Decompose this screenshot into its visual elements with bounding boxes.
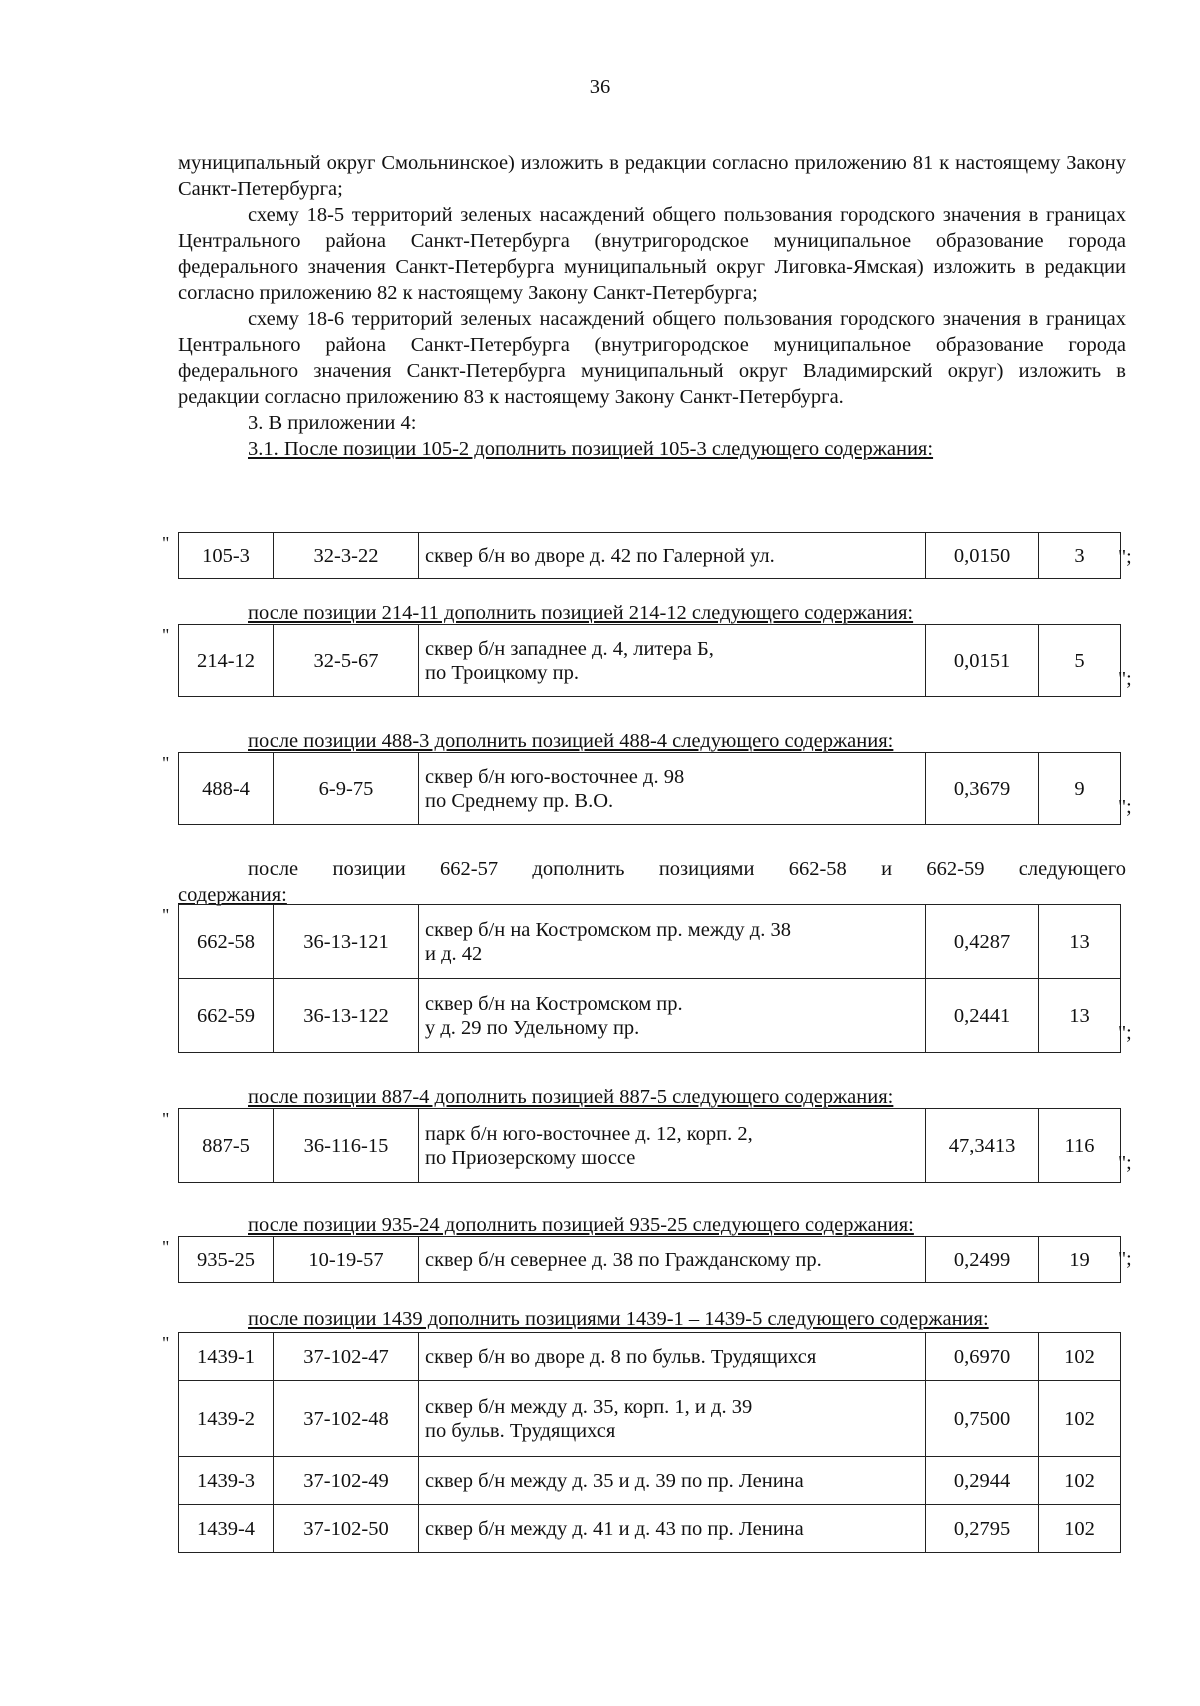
paragraph-3: схему 18-6 территорий зеленых насаждений общего пользования городского значения в границах Центрального района Санкт-Петербурга (внутригородское муниципальное образование города федерального значения Санкт-Петербурга муниципальный округ Владимирский округ) изложить в редакции согласно приложению 83 к настоящему Закону Санкт-Петербурга. (178, 308, 1126, 408)
amendment-table-1 (162, 532, 1132, 579)
table-row (179, 905, 1121, 979)
positions-table (178, 1236, 1121, 1283)
cell-number: 13 (1039, 905, 1121, 979)
body-text (178, 150, 1126, 462)
cell-number: 102 (1039, 1381, 1121, 1457)
table-row (179, 1505, 1121, 1553)
table-row (179, 979, 1121, 1053)
positions-table (178, 624, 1121, 697)
cell-description: сквер б/н на Костромском пр. у д. 29 по Удельному пр. (419, 979, 926, 1053)
cell-area: 0,2441 (926, 979, 1039, 1053)
paragraph-5: 3.1. После позиции 105-2 дополнить позицией 105-3 следующего содержания: (248, 438, 934, 460)
positions-table (178, 1332, 1121, 1553)
cell-code: 37-102-50 (274, 1505, 419, 1553)
cell-description: сквер б/н во дворе д. 8 по бульв. Трудящихся (419, 1333, 926, 1381)
cell-description: сквер б/н на Костромском пр. между д. 38 и д. 42 (419, 905, 926, 979)
cell-number: 5 (1039, 625, 1121, 697)
cell-number: 102 (1039, 1505, 1121, 1553)
cell-description: сквер б/н юго-восточнее д. 98 по Среднему пр. В.О. (419, 753, 926, 825)
table-row (179, 1109, 1121, 1183)
cell-description: сквер б/н между д. 35 и д. 39 по пр. Ленина (419, 1457, 926, 1505)
paragraph-4: 3. В приложении 4: (248, 412, 417, 434)
table-row (179, 1237, 1121, 1283)
cell-code: 36-13-121 (274, 905, 419, 979)
cell-code: 32-3-22 (274, 533, 419, 579)
cell-area: 0,3679 (926, 753, 1039, 825)
close-quote: "; (1118, 1022, 1132, 1044)
cell-code: 6-9-75 (274, 753, 419, 825)
cell-area: 0,7500 (926, 1381, 1039, 1457)
cell-position: 1439-3 (179, 1457, 274, 1505)
cell-area: 0,0150 (926, 533, 1039, 579)
cell-area: 0,2944 (926, 1457, 1039, 1505)
cell-area: 0,2499 (926, 1237, 1039, 1283)
close-quote: "; (1118, 668, 1132, 690)
table-row (179, 1333, 1121, 1381)
open-quote: " (162, 1237, 170, 1257)
positions-table (178, 752, 1121, 825)
cell-code: 36-13-122 (274, 979, 419, 1053)
cell-area: 0,0151 (926, 625, 1039, 697)
cell-code: 10-19-57 (274, 1237, 419, 1283)
section-6-intro: после позиции 935-24 дополнить позицией 935-25 следующего содержания: (248, 1214, 914, 1236)
cell-code: 37-102-48 (274, 1381, 419, 1457)
positions-table (178, 1108, 1121, 1183)
close-quote: "; (1118, 1248, 1132, 1270)
cell-position: 935-25 (179, 1237, 274, 1283)
positions-table (178, 904, 1121, 1053)
cell-number: 19 (1039, 1237, 1121, 1283)
amendment-table-7 (162, 1332, 1126, 1553)
section-4-intro: после позиции 662-57 дополнить позициями 662-58 и 662-59 следующего содержания: (178, 858, 1126, 906)
cell-number: 3 (1039, 533, 1121, 579)
close-quote: "; (1118, 546, 1132, 568)
cell-position: 105-3 (179, 533, 274, 579)
amendment-table-2 (162, 624, 1132, 697)
section-3-intro: после позиции 488-3 дополнить позицией 488-4 следующего содержания: (248, 730, 894, 752)
cell-position: 1439-1 (179, 1333, 274, 1381)
cell-description: сквер б/н севернее д. 38 по Гражданскому пр. (419, 1237, 926, 1283)
amendment-table-5 (162, 1108, 1132, 1183)
cell-position: 1439-2 (179, 1381, 274, 1457)
table-row (179, 533, 1121, 579)
section-7-intro: после позиции 1439 дополнить позициями 1439-1 – 1439-5 следующего содержания: (248, 1308, 989, 1330)
cell-position: 662-59 (179, 979, 274, 1053)
cell-area: 0,4287 (926, 905, 1039, 979)
paragraph-2: схему 18-5 территорий зеленых насаждений общего пользования городского значения в границах Центрального района Санкт-Петербурга (внутригородское муниципальное образование города федерального значения Санкт-Петербурга муниципальный округ Лиговка-Ямская) изложить в редакции согласно приложению 82 к настоящему Закону Санкт-Петербурга; (178, 204, 1126, 304)
open-quote: " (162, 1333, 170, 1353)
amendment-table-6 (162, 1236, 1132, 1283)
cell-code: 37-102-47 (274, 1333, 419, 1381)
amendment-table-3 (162, 752, 1132, 825)
cell-position: 488-4 (179, 753, 274, 825)
cell-area: 0,6970 (926, 1333, 1039, 1381)
cell-number: 9 (1039, 753, 1121, 825)
amendment-table-4 (162, 904, 1132, 1053)
table-row (179, 1457, 1121, 1505)
cell-position: 887-5 (179, 1109, 274, 1183)
cell-area: 0,2795 (926, 1505, 1039, 1553)
cell-position: 214-12 (179, 625, 274, 697)
paragraph-1: муниципальный округ Смольнинское) изложить в редакции согласно приложению 81 к настоящему Закону Санкт-Петербурга; (178, 152, 1126, 200)
page-number: 36 (589, 76, 611, 98)
section-5-intro: после позиции 887-4 дополнить позицией 887-5 следующего содержания: (248, 1086, 894, 1108)
cell-description: сквер б/н во дворе д. 42 по Галерной ул. (419, 533, 926, 579)
cell-number: 102 (1039, 1333, 1121, 1381)
cell-code: 37-102-49 (274, 1457, 419, 1505)
table-row (179, 1381, 1121, 1457)
cell-number: 116 (1039, 1109, 1121, 1183)
cell-description: сквер б/н между д. 41 и д. 43 по пр. Ленина (419, 1505, 926, 1553)
close-quote: "; (1118, 796, 1132, 818)
close-quote: "; (1118, 1152, 1132, 1174)
cell-description: парк б/н юго-восточнее д. 12, корп. 2, по Приозерскому шоссе (419, 1109, 926, 1183)
table-row (179, 625, 1121, 697)
cell-number: 13 (1039, 979, 1121, 1053)
cell-description: сквер б/н между д. 35, корп. 1, и д. 39 по бульв. Трудящихся (419, 1381, 926, 1457)
cell-code: 36-116-15 (274, 1109, 419, 1183)
cell-description: сквер б/н западнее д. 4, литера Б, по Троицкому пр. (419, 625, 926, 697)
table-row (179, 753, 1121, 825)
open-quote: " (162, 753, 170, 773)
open-quote: " (162, 533, 170, 553)
open-quote: " (162, 905, 170, 925)
cell-area: 47,3413 (926, 1109, 1039, 1183)
positions-table (178, 532, 1121, 579)
open-quote: " (162, 1109, 170, 1129)
open-quote: " (162, 625, 170, 645)
cell-position: 1439-4 (179, 1505, 274, 1553)
cell-number: 102 (1039, 1457, 1121, 1505)
section-2-intro: после позиции 214-11 дополнить позицией 214-12 следующего содержания: (248, 602, 914, 624)
cell-code: 32-5-67 (274, 625, 419, 697)
cell-position: 662-58 (179, 905, 274, 979)
